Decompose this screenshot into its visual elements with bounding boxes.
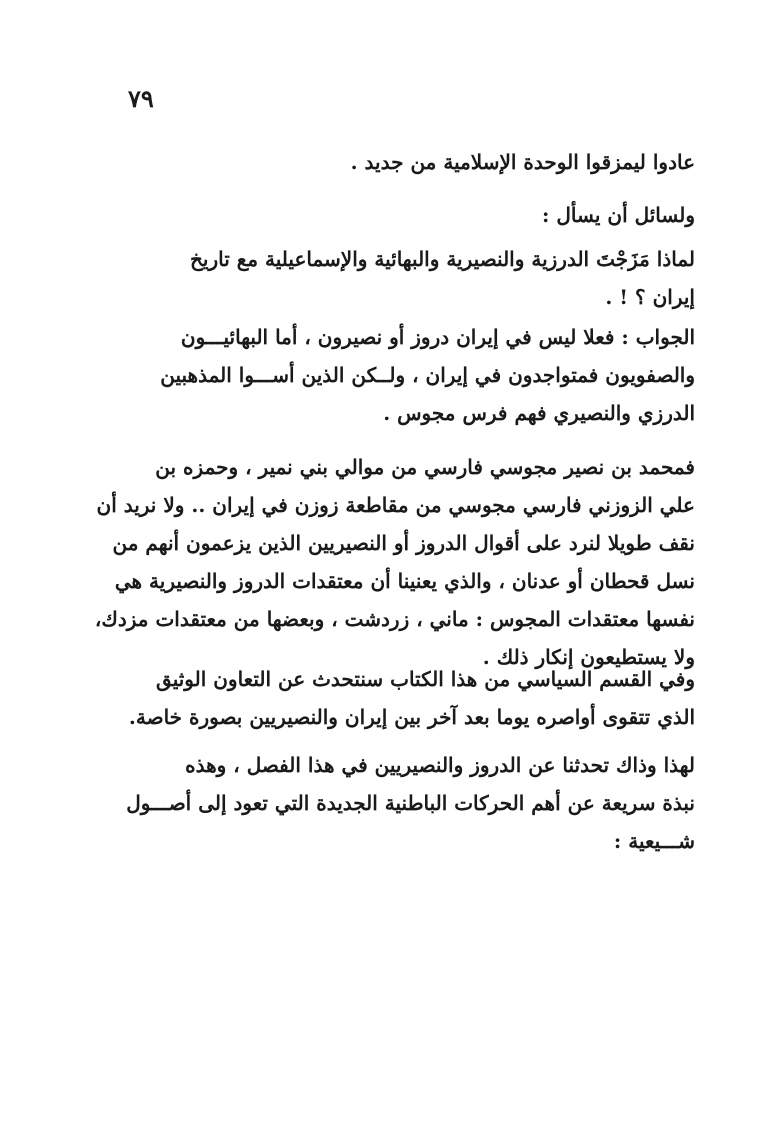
paragraph-2 [55, 196, 695, 234]
paragraph-5 [55, 448, 695, 676]
text-line: لماذا مَزَجْتَ الدرزية والنصيرية والبهائية والإسماعيلية مع تاريخ [189, 247, 695, 271]
text-line: وفي القسم السياسي من هذا الكتاب سنتحدث عن التعاون الوثيق [156, 667, 695, 691]
text-line: ولسائل أن يسأل : [542, 203, 695, 227]
paragraph-6 [55, 660, 695, 736]
text-line: الجواب : فعلا ليس في إيران دروز أو نصيرون ، أما البهائيـــون [180, 325, 695, 349]
text-line: نقف طويلا لنرد على أقوال الدروز أو النصيريين الذين يزعمون أنهم من [112, 531, 695, 555]
text-line: الذي تتقوى أواصره يوما بعد آخر بين إيران والنصيريين بصورة خاصة. [128, 705, 695, 729]
text-line: والصفويون فمتواجدون في إيران ، ولــكن الذين أســـوا المذهبين [160, 363, 695, 387]
paragraph-4 [55, 318, 695, 432]
text-line: فمحمد بن نصير مجوسي فارسي من موالي بني نمير ، وحمزه بن [155, 455, 695, 479]
paragraph-3 [55, 240, 695, 316]
text-line: ولا يستطيعون إنكار ذلك . [482, 645, 695, 669]
text-line: نفسها معتقدات المجوس : ماني ، زردشت ، وبعضها من معتقدات مزدك، [94, 607, 695, 631]
text-line: نبذة سريعة عن أهم الحركات الباطنية الجديدة التي تعود إلى أصـــول [126, 791, 695, 815]
paragraph-1 [55, 143, 695, 181]
text-line: إيران ؟ ! . [605, 285, 695, 309]
paragraph-7 [55, 746, 695, 860]
text-line: لهذا وذاك تحدثنا عن الدروز والنصيريين في هذا الفصل ، وهذه [185, 753, 695, 777]
text-line: شـــيعية : [613, 829, 695, 853]
text-line: الدرزي والنصيري فهم فرس مجوس . [383, 401, 695, 425]
text-line: علي الزوزني فارسي مجوسي من مقاطعة زوزن في إيران .. ولا نريد أن [96, 493, 695, 517]
text-line: عادوا ليمزقوا الوحدة الإسلامية من جديد . [350, 150, 695, 174]
page-number: ٧٩ [128, 84, 154, 113]
text-line: نسل قحطان أو عدنان ، والذي يعنينا أن معتقدات الدروز والنصيرية هي [114, 569, 695, 593]
